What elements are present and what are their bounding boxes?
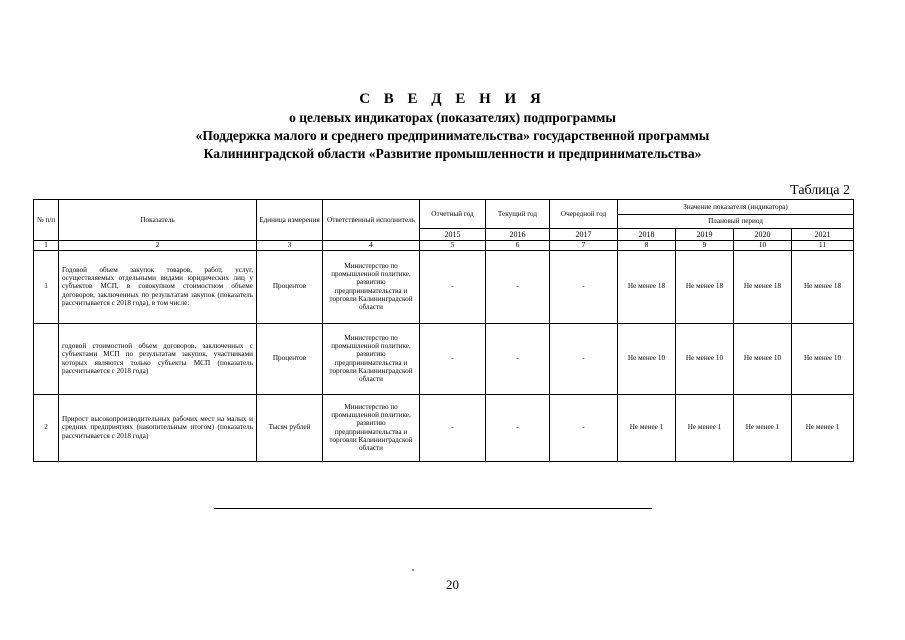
row-value-2018: Не менее 1 xyxy=(618,394,676,461)
header-year-2020: 2020 xyxy=(734,229,792,241)
row-value-2020: Не менее 10 xyxy=(734,323,792,394)
row-value-2021: Не менее 10 xyxy=(792,323,854,394)
row-value-2017: - xyxy=(550,323,618,394)
header-reporting-year: Отчетный год xyxy=(420,200,486,229)
document-subtitle-line-3: Калининградской области «Развитие промышленности и предпринимательства» xyxy=(203,146,702,161)
document-title: С В Е Д Е Н И Я xyxy=(359,91,546,107)
row-unit: Процентов xyxy=(257,323,323,394)
table-row xyxy=(34,323,854,394)
header-year-2021: 2021 xyxy=(792,229,854,241)
header-executor: Ответственный исполнитель xyxy=(323,200,420,241)
header-indicator: Показатель xyxy=(59,200,257,241)
row-executor: Министерство по промышленной политике, развитию предпринимательства и торговли Калининградской области xyxy=(323,250,420,323)
row-value-2018: Не менее 10 xyxy=(618,323,676,394)
column-number: 5 xyxy=(420,241,486,251)
header-year-2019: 2019 xyxy=(676,229,734,241)
row-value-2015: - xyxy=(420,250,486,323)
row-executor: Министерство по промышленной политике, развитию предпринимательства и торговли Калининградской области xyxy=(323,394,420,461)
row-value-2021: Не менее 1 xyxy=(792,394,854,461)
table-header-row xyxy=(34,200,854,215)
row-value-2019: Не менее 1 xyxy=(676,394,734,461)
table-row xyxy=(34,394,854,461)
row-value-2020: Не менее 1 xyxy=(734,394,792,461)
row-unit: Тысяч рублей xyxy=(257,394,323,461)
header-value-group: Значение показателя (индикатора) xyxy=(618,200,854,215)
column-number: 11 xyxy=(792,241,854,251)
row-executor: Министерство по промышленной политике, развитию предпринимательства и торговли Калининградской области xyxy=(323,323,420,394)
separator-line xyxy=(214,508,652,509)
row-value-2020: Не менее 18 xyxy=(734,250,792,323)
header-year-2016: 2016 xyxy=(486,229,550,241)
column-number: 7 xyxy=(550,241,618,251)
table-row xyxy=(34,250,854,323)
column-number: 2 xyxy=(59,241,257,251)
column-number: 8 xyxy=(618,241,676,251)
column-number: 6 xyxy=(486,241,550,251)
row-indicator: годовой стоимостной объем договоров, заключенных с субъектами МСП по результатам закупок, участниками которых являются только субъекты МСП (показатель рассчитывается с 2018 года) xyxy=(59,323,257,394)
row-value-2015: - xyxy=(420,323,486,394)
page-number: 20 xyxy=(446,577,459,592)
column-number: 10 xyxy=(734,241,792,251)
column-number: 9 xyxy=(676,241,734,251)
row-value-2016: - xyxy=(486,323,550,394)
row-value-2018: Не менее 18 xyxy=(618,250,676,323)
row-unit: Процентов xyxy=(257,250,323,323)
document-subtitle-line-2: «Поддержка малого и среднего предпринимательства» государственной программы xyxy=(195,128,710,143)
row-value-2019: Не менее 10 xyxy=(676,323,734,394)
header-current-year: Текущий год xyxy=(486,200,550,229)
indicators-table xyxy=(33,199,854,462)
row-value-2016: - xyxy=(486,250,550,323)
row-number: 2 xyxy=(34,394,59,461)
row-value-2016: - xyxy=(486,394,550,461)
header-year-2018: 2018 xyxy=(618,229,676,241)
header-unit: Единица измерения xyxy=(257,200,323,241)
header-planning-period: Плановый период xyxy=(618,215,854,229)
header-num: № п/п xyxy=(34,200,59,241)
row-indicator: Прирост высокопроизводительных рабочих мест на малых и средних предприятиях (накопительным итогом) (показатель рассчитывается с 2018 года) xyxy=(59,394,257,461)
header-next-year: Очередной год xyxy=(550,200,618,229)
row-value-2017: - xyxy=(550,250,618,323)
scan-speck xyxy=(412,569,414,571)
row-indicator: Годовой объем закупок товаров, работ, услуг, осуществляемых отдельными видами юридических лиц у субъектов МСП, в совокупном стоимостном объеме договоров, заключенных по результатам закупок (показатель рассчитывается с 2018 года), в том числе: xyxy=(59,250,257,323)
row-value-2017: - xyxy=(550,394,618,461)
table-label: Таблица 2 xyxy=(790,183,850,198)
row-value-2021: Не менее 18 xyxy=(792,250,854,323)
row-number: 1 xyxy=(34,250,59,323)
row-value-2015: - xyxy=(420,394,486,461)
column-number: 1 xyxy=(34,241,59,251)
row-value-2019: Не менее 18 xyxy=(676,250,734,323)
row-number xyxy=(34,323,59,394)
column-number: 4 xyxy=(323,241,420,251)
header-year-2017: 2017 xyxy=(550,229,618,241)
column-numbers-row xyxy=(34,241,854,251)
column-number: 3 xyxy=(257,241,323,251)
document-subtitle-line-1: о целевых индикаторах (показателях) подпрограммы xyxy=(289,110,616,125)
header-year-2015: 2015 xyxy=(420,229,486,241)
